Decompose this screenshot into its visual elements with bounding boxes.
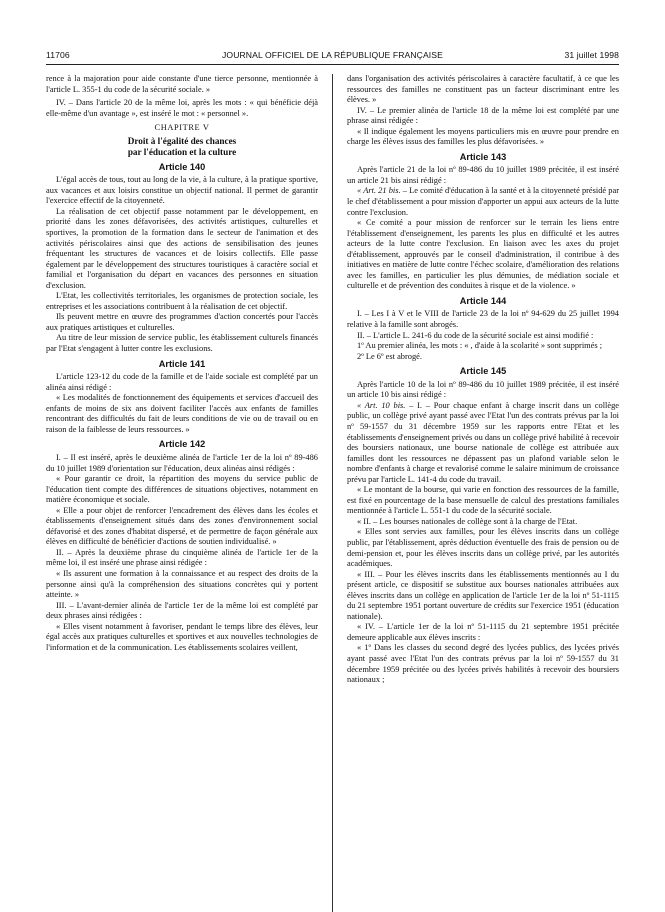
- paragraph: « Ce comité a pour mission de renforcer sur le terrain les liens entre l'établissement d'enseignement, les parents les plus en difficulté et les autres acteurs de la lutte contre l'exclusion. En liaison avec les axes du projet d'établissement, approuvés par le conseil d'administration, il contribue à des initiatives en matière de lutte contre l'échec scolaire, d'amélioration des relations avec les familles, en particulier les plus démunies, de médiation sociale et culturelle et de prévention des conduites à risque et de la violence. »: [347, 218, 619, 291]
- paragraph: « II. – Les bourses nationales de collège sont à la charge de l'Etat.: [357, 516, 578, 526]
- chapter-title: [46, 136, 318, 158]
- paragraph: « Les modalités de fonctionnement des équipements et services d'accueil des enfants de moins de six ans doivent faciliter l'accès aux enfants de familles rencontrant des difficultés du fait de leurs conditions de vie ou de travail ou en raison de la faiblesse de leurs ressources. »: [46, 393, 318, 434]
- paragraph-text: – Le comité d'éducation à la santé et à la citoyenneté présidé par le chef d'établissement a pour mission d'apporter un appui aux acteurs de la lutte contre l'exclusion.: [347, 186, 619, 217]
- paragraph: L'égal accès de tous, tout au long de la vie, à la culture, à la pratique sportive, aux vacances et aux loisirs constitue un objectif national. Il permet de garantir l'exercice effectif de la citoyenneté.: [46, 175, 318, 206]
- paragraph: Après l'article 21 de la loi nº 89-486 du 10 juillet 1989 précitée, il est inséré un article 21 bis ainsi rédigé :: [347, 165, 619, 185]
- paragraph: « Ils assurent une formation à la connaissance et au respect des droits de la personne ainsi qu'à la compréhension des situations concrètes qui y portent atteinte. »: [46, 568, 318, 600]
- paragraph: [347, 186, 619, 218]
- left-column: [46, 74, 318, 686]
- paragraph: « Il indique également les moyens particuliers mis en œuvre pour prendre en charge les élèves issus des familles les plus défavorisées. »: [347, 126, 619, 147]
- article-heading: Article 145: [459, 366, 507, 377]
- paragraph: « Elle a pour objet de renforcer l'encadrement des élèves dans les écoles et établissements d'enseignement situés dans des zones d'environnement social défavorisé et des zones d'habitat dispersé, et de permettre de façon générale aux élèves en difficulté de bénéficier d'actions de soutien individualisé. »: [46, 505, 318, 547]
- paragraph: Au titre de leur mission de service public, les établissement culturels financés par l'Etat s'engagent à lutter contre les exclusions.: [46, 333, 318, 354]
- paragraph-text: – I. – Pour chaque enfant à charge inscrit dans un collège public, un collège privé ayant passé avec l'Etat l'un des contrats prévus par la loi nº 59-1557 du 31 décembre 1959 sur les rapports entre l'Etat et les établissements d'enseignement privés ou dans un collège privé habilité à recevoir des boursiers nationaux, une bourse nationale de collège est attribuée aux familles dont les ressources ne dépassent pas un plafond variable selon le nombre d'enfants à charge et revalorisé comme le salaire minimum de croissance prévu par l'article L. 141-4 du code du travail.: [347, 400, 619, 484]
- paragraph: L'article 123-12 du code de la famille et de l'aide sociale est complété par un alinéa ainsi rédigé :: [46, 372, 318, 392]
- paragraph: dans l'organisation des activités périscolaires à caractère facultatif, à ce que les ressources des familles ne constituent pas un facteur discriminant entre les élèves. »: [347, 74, 619, 105]
- article-heading: Article 144: [459, 295, 507, 306]
- paragraph: rence à la majoration pour aide constante d'une tierce personne, mentionnée à l'article L. 355-1 du code de la sécurité sociale. »: [46, 74, 318, 94]
- paragraph: IV. – Dans l'article 20 de la même loi, après les mots : « qui bénéficie déjà elle-même d'un avantage », est inséré le mot : « personnel ».: [46, 98, 318, 118]
- article-label: « Art. 10 bis.: [357, 400, 406, 410]
- issue-date: 31 juillet 1998: [564, 50, 619, 60]
- article-heading: Article 141: [158, 358, 206, 369]
- chapter-title-line: par l'éducation et la culture: [127, 146, 237, 157]
- paragraph: Après l'article 10 de la loi nº 89-486 du 10 juillet 1989 précitée, il est inséré un article 10 bis ainsi rédigé :: [347, 379, 619, 400]
- paragraph: « Elles sont servies aux familles, pour les élèves inscrits dans un collège public, par l'établissement, après déduction éventuelle des frais de pension ou de demi-pension et, pour les élèves inscrits dans un collège privé, par les autorités académiques.: [347, 527, 619, 569]
- two-column-body: [46, 74, 619, 686]
- paragraph: « Elles visent notamment à favoriser, pendant le temps libre des élèves, leur égal accès aux pratiques culturelles et sportives et aux nouvelles technologies de l'information et de la communication. Les établissements scolaires veillent,: [46, 621, 318, 652]
- column-divider: [332, 74, 333, 912]
- paragraph: 2º Le 6º est abrogé.: [357, 351, 422, 361]
- paragraph: II. – Après la deuxième phrase du cinquième alinéa de l'article 1er de la même loi, il est inséré une phrase ainsi rédigée :: [46, 547, 318, 568]
- right-column: [347, 74, 619, 686]
- paragraph: I. – Il est inséré, après le deuxième alinéa de l'article 1er de la loi nº 89-486 du 10 juillet 1989 d'orientation sur l'éducation, deux alinéas ainsi rédigés :: [46, 452, 318, 473]
- page-header: [46, 42, 619, 65]
- paragraph: Ils peuvent mettre en œuvre des programmes d'action concertés pour l'accès aux pratiques artistiques et culturelles.: [46, 312, 318, 332]
- paragraph: L'Etat, les collectivités territoriales, les organismes de protection sociale, les entreprises et les associations contribuent à la réalisation de cet objectif.: [46, 291, 318, 311]
- paragraph: II. – L'article L. 241-6 du code de la sécurité sociale est ainsi modifié :: [357, 330, 594, 340]
- paragraph: III. – L'avant-dernier alinéa de l'article 1er de la même loi est complété par deux phrases ainsi rédigées :: [46, 600, 318, 621]
- page-number: 11706: [46, 50, 70, 60]
- paragraph: IV. – Le premier alinéa de l'article 18 de la même loi est complété par une phrase ainsi rédigée :: [347, 105, 619, 126]
- paragraph: I. – Les I à V et le VIII de l'article 23 de la loi nº 94-629 du 25 juillet 1994 relative à la famille sont abrogés.: [347, 309, 619, 330]
- paragraph: « 1º Dans les classes du second degré des lycées publics, des lycées privés ayant passé avec l'Etat l'un des contrats prévus par la loi nº 59-1557 du 31 décembre 1959 précitée ou des lycées privés habilités à recevoir des boursiers nationaux ;: [347, 643, 619, 685]
- paragraph: [347, 401, 619, 485]
- journal-title: JOURNAL OFFICIEL DE LA RÉPUBLIQUE FRANÇAISE: [222, 50, 443, 60]
- paragraph: La réalisation de cet objectif passe notamment par le développement, en priorité dans les zones défavorisées, des activités artistiques, culturelles et sportives, la promotion de la formation dans le secteur de l'animation et des activités périscolaires ainsi que des actions de sensibilisation des jeunes fréquentant les structures de vacances et de loisirs collectifs. Elle passe également par le développement des structures touristiques à caractère social et familial et l'organisation du départ en vacances des personnes en situation d'exclusion.: [46, 206, 318, 290]
- article-heading: Article 143: [459, 151, 507, 162]
- paragraph: « IV. – L'article 1er de la loi nº 51-1115 du 21 septembre 1951 précitée demeure applicable aux élèves inscrits :: [347, 622, 619, 642]
- chapter-title-line: Droit à l'égalité des chances: [127, 135, 237, 146]
- chapter-label: CHAPITRE V: [154, 123, 210, 133]
- article-heading: Article 140: [158, 161, 206, 172]
- paragraph: 1º Au premier alinéa, les mots : « , d'aide à la scolarité » sont supprimés ;: [357, 341, 603, 351]
- paragraph: « Le montant de la bourse, qui varie en fonction des ressources de la famille, est fixé en pourcentage de la base mensuelle de calcul des prestations familiales mentionnée à l'article L. 551-1 du code de la sécurité sociale.: [347, 485, 619, 516]
- article-heading: Article 142: [158, 439, 206, 450]
- paragraph: « Pour garantir ce droit, la répartition des moyens du service public de l'éducation tient compte des différences de situations objectives, notamment en matière économique et sociale.: [46, 474, 318, 505]
- paragraph: « III. – Pour les élèves inscrits dans les établissements mentionnés au I du présent article, ce dispositif se substitue aux bourses nationales attribuées aux élèves inscrits dans un collège en application de l'article 1er de la loi nº 51-1115 du 21 septembre 1951 portant ouverture de crédits sur l'exercice 1951 (éducation nationale).: [347, 569, 619, 621]
- article-label: « Art. 21 bis.: [357, 186, 401, 196]
